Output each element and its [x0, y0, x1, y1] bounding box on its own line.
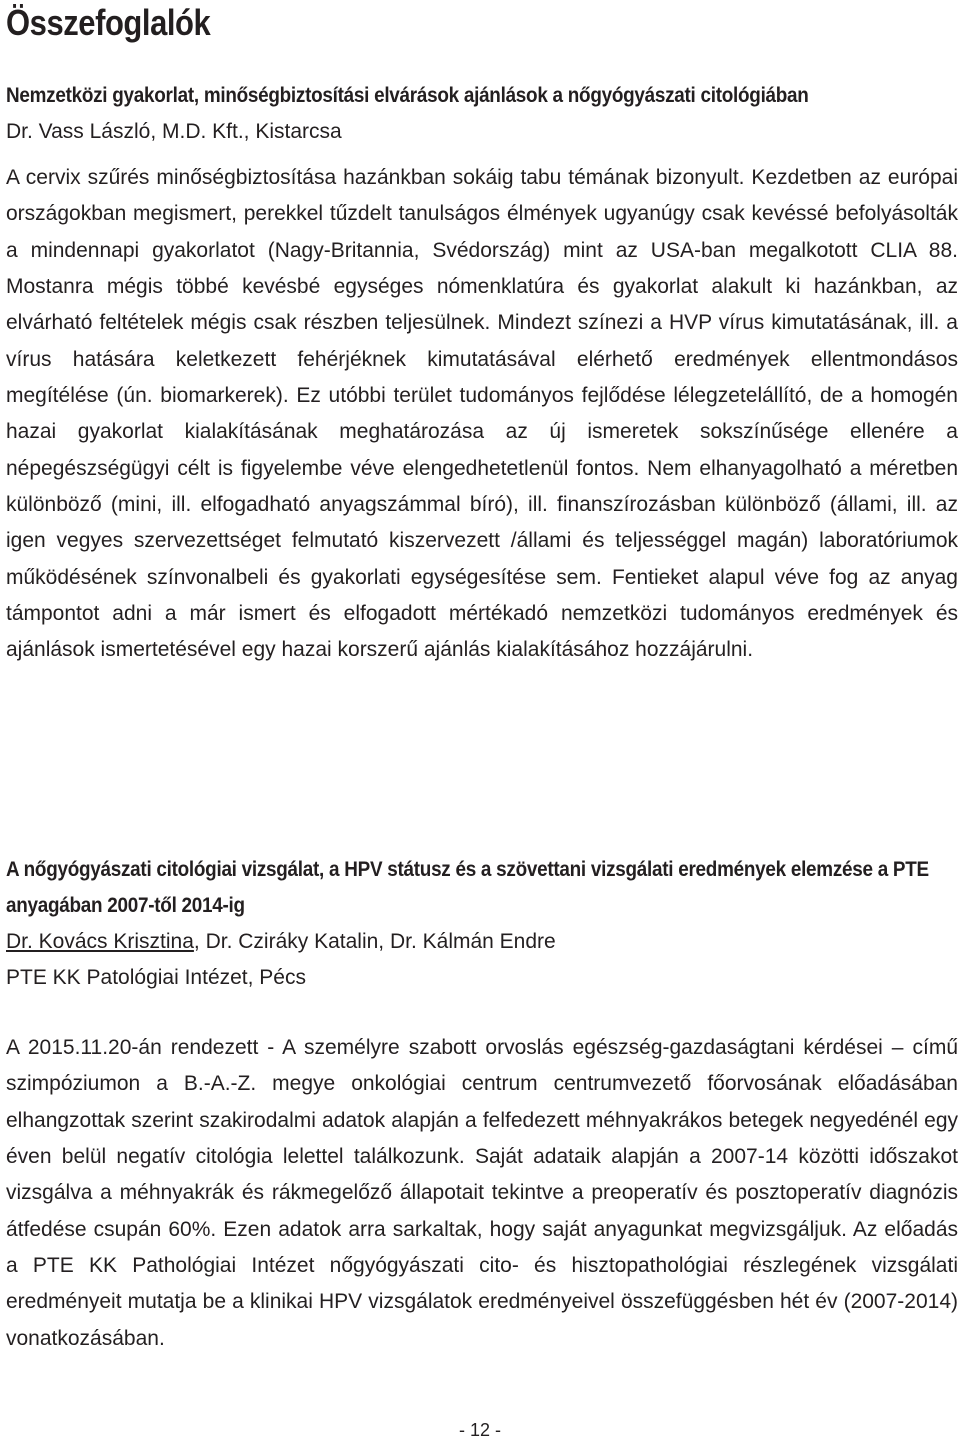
- abstract-authors: Dr. Vass László, M.D. Kft., Kistarcsa: [6, 120, 342, 143]
- abstract-title: A nőgyógyászati citológiai vizsgálat, a HPV státusz és a szövettani vizsgálati eredmények elemzése a PTE anyagában 2007-től 2014-ig: [6, 858, 929, 917]
- page-title: Összefoglalók: [6, 2, 211, 43]
- abstract-kovacs: [6, 852, 958, 1357]
- abstract-authors: [6, 924, 958, 960]
- presenting-author: Dr. Kovács Krisztina: [6, 930, 194, 953]
- abstract-affiliation: PTE KK Patológiai Intézet, Pécs: [6, 966, 306, 989]
- coauthors: , Dr. Cziráky Katalin, Dr. Kálmán Endre: [193, 930, 556, 953]
- page-number: - 12 -: [458, 1420, 501, 1440]
- abstract-title: Nemzetközi gyakorlat, minőségbiztosítási elvárások ajánlások a nőgyógyászati citológiában: [6, 84, 809, 107]
- abstract-body: A 2015.11.20-án rendezett - A személyre szabott orvoslás egészség-gazdaságtani kérdései – című szimpóziumon a B.-A.-Z. megye onkológiai centrum centrumvezető főorvosának előadásában elhangzottak szerint szakirodalmi adatok alapján a felfedezett méhnyakrákos betegek negyedénél egy éven belül negatív citológia lelettel találkozunk. Saját adataik alapján a 2007-14 közötti időszakot vizsgálva a méhnyakrák és rákmegelőző állapotait tekintve a preoperatív és posztoperatív diagnózis átfedése csupán 60%. Ezen adatok arra sarkaltak, hogy saját anyagunkat megvizsgáljuk. Az előadás a PTE KK Pathológiai Intézet nőgyógyászati cito- és hisztopathológiai részlegének vizsgálati eredményeit mutatja be a klinikai HPV vizsgálatok eredményeivel összefüggésben hét év (2007-2014) vonatkozásában.: [6, 1036, 958, 1350]
- abstract-body: A cervix szűrés minőségbiztosítása hazánkban sokáig tabu témának bizonyult. Kezdetben az európai országokban megismert, perekkel tűzdelt tanulságos élmények ugyanúgy csak kevéssé befolyásolták a mindennapi gyakorlatot (Nagy-Britannia, Svédország) mint az USA-ban megalkotott CLIA 88. Mostanra mégis többé kevésbé egységes nómenklatúra és gyakorlat alakult ki hazánkban, az elvárható feltételek mégis csak részben teljesülnek. Mindezt színezi a HVP vírus kimutatásának, ill. a vírus hatására keletkezett fehérjéknek kimutatásával elérhető eredmények ellentmondásos megítélése (ún. biomarkerek). Ez utóbbi terület tudományos fejlődése lélegzetelállító, de a homogén hazai gyakorlat kialakításának meghatározása az új ismeretek sokszínűsége ellenére a népegészségügyi célt is figyelembe véve elengedhetetlenül fontos. Nem elhanyagolható a méretben különböző (mini, ill. elfogadható anyagszámmal bíró), ill. finanszírozásban különböző (állami, ill. az igen vegyes szervezettséget felmutató kiszervezett /állami és teljességgel magán) laboratóriumok működésének színvonalbeli és gyakorlati egységesítése sem. Fentieket alapul véve fog az anyag támpontot adni a már ismert és elfogadott mértékadó nemzetközi tudományos eredmények és ajánlások ismertetésével egy hazai korszerű ajánlás kialakításához hozzájárulni.: [6, 166, 958, 662]
- abstract-vass: [6, 78, 958, 669]
